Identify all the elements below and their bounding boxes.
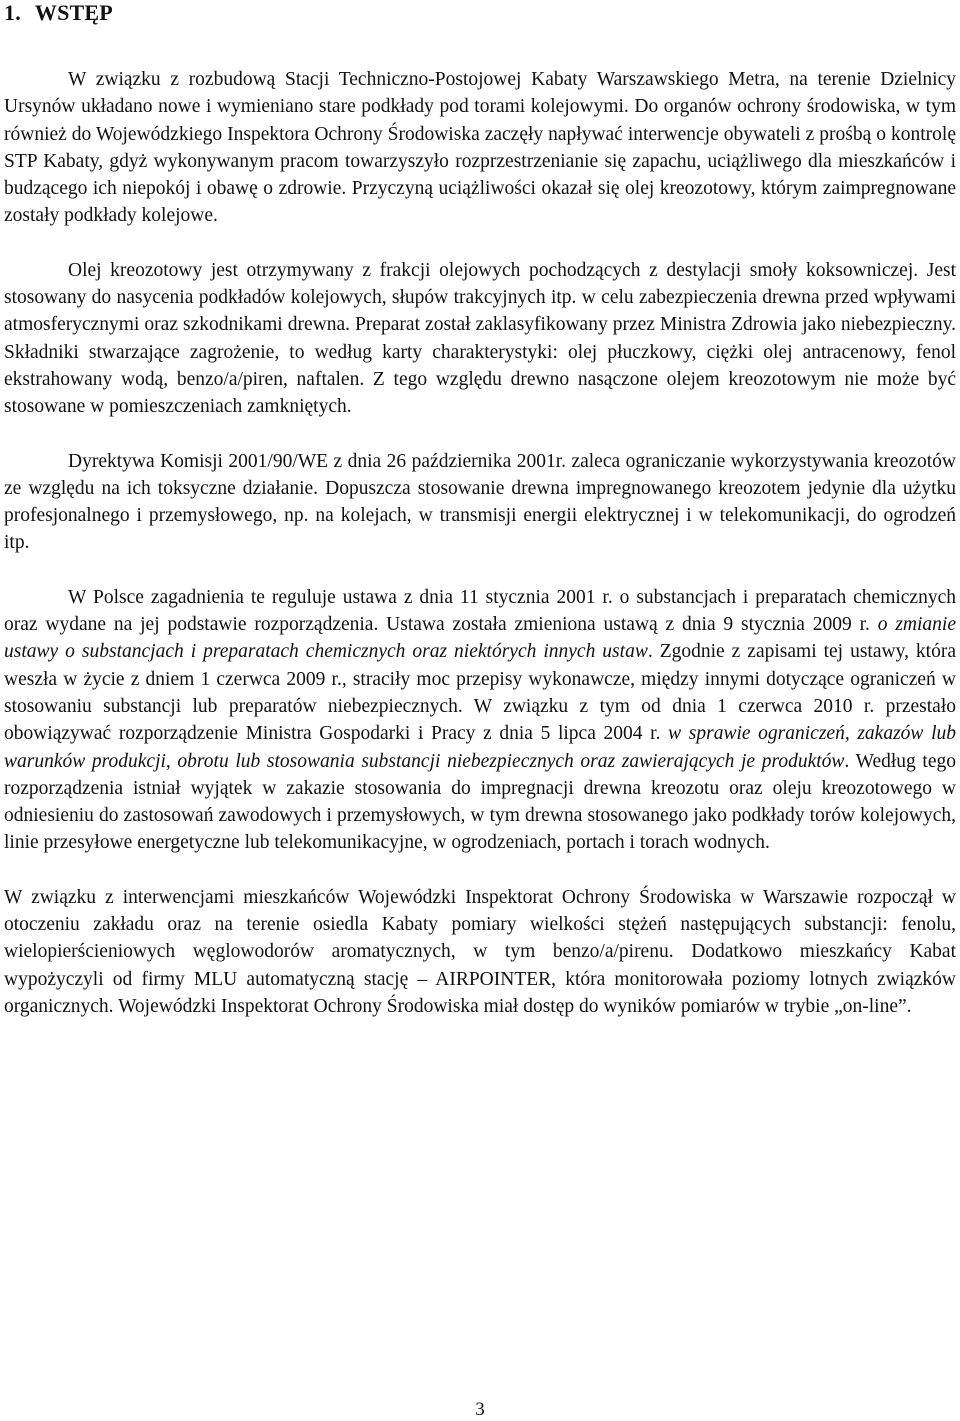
paragraph-p1 <box>4 66 956 230</box>
section-heading <box>4 0 113 26</box>
paragraph-text: W związku z rozbudową Stacji Techniczno-Postojowej Kabaty Warszawskiego Metra, na terenie Dzielnicy Ursynów układano nowe i wymieniano stare podkłady pod torami kolejowymi. Do organów ochrony środowiska, w tym również do Wojewódzkiego Inspektora Ochrony Środowiska zaczęły napływać interwencje obywateli z prośbą o kontrolę STP Kabaty, gdyż wykonywanym pracom towarzyszyło rozprzestrzenianie się zapachu, uciążliwego dla mieszkańców i budzącego ich niepokój i obawę o zdrowie. Przyczyną uciążliwości okazał się olej kreozotowy, którym zaimpregnowane zostały podkłady kolejowe. <box>4 69 956 227</box>
document-body <box>4 66 956 1047</box>
paragraph-text: W Polsce zagadnienia te reguluje ustawa z dnia 11 stycznia 2001 r. o substancjach i preparatach chemicznych oraz wydane na jej podstawie rozporządzenia. Ustawa została zmieniona ustawą z dnia 9 stycznia 2009 r. <box>4 586 956 636</box>
paragraph-p3 <box>4 448 956 557</box>
paragraph-text: Dyrektywa Komisji 2001/90/WE z dnia 26 października 2001r. zaleca ograniczanie wykorzystywania kreozotów ze względu na ich toksyczne działanie. Dopuszcza stosowanie drewna impregnowanego kreozotem jedynie dla użytku profesjonalnego i przemysłowego, np. na kolejach, w transmisji energii elektrycznej i w telekomunikacji, do ogrodzeń itp. <box>4 450 956 554</box>
paragraph-text: W związku z interwencjami mieszkańców Wojewódzki Inspektorat Ochrony Środowiska w Warszawie rozpoczął w otoczeniu zakładu oraz na terenie osiedla Kabaty pomiary wielkości stężeń następujących substancji: fenolu, wielopierścieniowych węglowodorów aromatycznych, w tym benzo/a/pirenu. Dodatkowo mieszkańcy Kabat wypożyczyli od firmy MLU automatyczną stację – AIRPOINTER, która monitorowała poziomy lotnych związków organicznych. Wojewódzki Inspektorat Ochrony Środowiska miał dostęp do wyników pomiarów w trybie „on-line”. <box>4 886 956 1017</box>
paragraph-text: Olej kreozotowy jest otrzymywany z frakcji olejowych pochodzących z destylacji smoły koksowniczej. Jest stosowany do nasycenia podkładów kolejowych, słupów trakcyjnych itp. w celu zabezpieczenia drewna przed wpływami atmosferycznymi oraz szkodnikami drewna. Preparat został zaklasyfikowany przez Ministra Zdrowia jako niebezpieczny. Składniki stwarzające zagrożenie, to według karty charakterystyki: olej płuczkowy, ciężki olej antracenowy, fenol ekstrahowany wodą, benzo/a/piren, naftalen. Z tego względu drewno nasączone olejem kreozotowym nie może być stosowane w pomieszczeniach zamkniętych. <box>4 259 956 418</box>
paragraph-p5 <box>4 884 956 1020</box>
page-number-footer <box>0 1399 960 1421</box>
section-number: 1. <box>4 0 21 25</box>
paragraph-text: . Według tego rozporządzenia istniał wyjątek w zakazie stosowania do impregnacji drewna kreozotu oraz oleju kreozotowego w odniesieniu do zastosowań zawodowych i przemysłowych, w tym drewna stosowanego jako podkłady torów kolejowych, linie przesyłowe energetyczne lub telekomunikacyjne, w ogrodzeniach, portach i torach wodnych. <box>4 750 956 854</box>
page-number: 3 <box>475 1399 485 1420</box>
section-title: WSTĘP <box>34 0 113 25</box>
paragraph-p2 <box>4 257 956 421</box>
paragraph-text: . Zgodnie z zapisami tej ustawy, która weszła w życie z dniem 1 czerwca 2009 r., straciły moc przepisy wykonawcze, między innymi dotyczące ograniczeń w stosowaniu substancji lub preparatów niebezpiecznych. W związku z tym od dnia 1 czerwca 2010 r. przestało obowiązywać rozporządzenie Ministra Gospodarki i Pracy z dnia 5 lipca 2004 r. <box>4 641 956 745</box>
italic-citation: o zmianie ustawy o substancjach i preparatach chemicznych oraz niektórych innych ustaw <box>4 614 957 663</box>
paragraph-p4 <box>4 584 956 857</box>
italic-citation: w sprawie ograniczeń, zakazów lub warunków produkcji, obrotu lub stosowania substancji niebezpiecznych oraz zawierających je produktów <box>4 723 956 772</box>
